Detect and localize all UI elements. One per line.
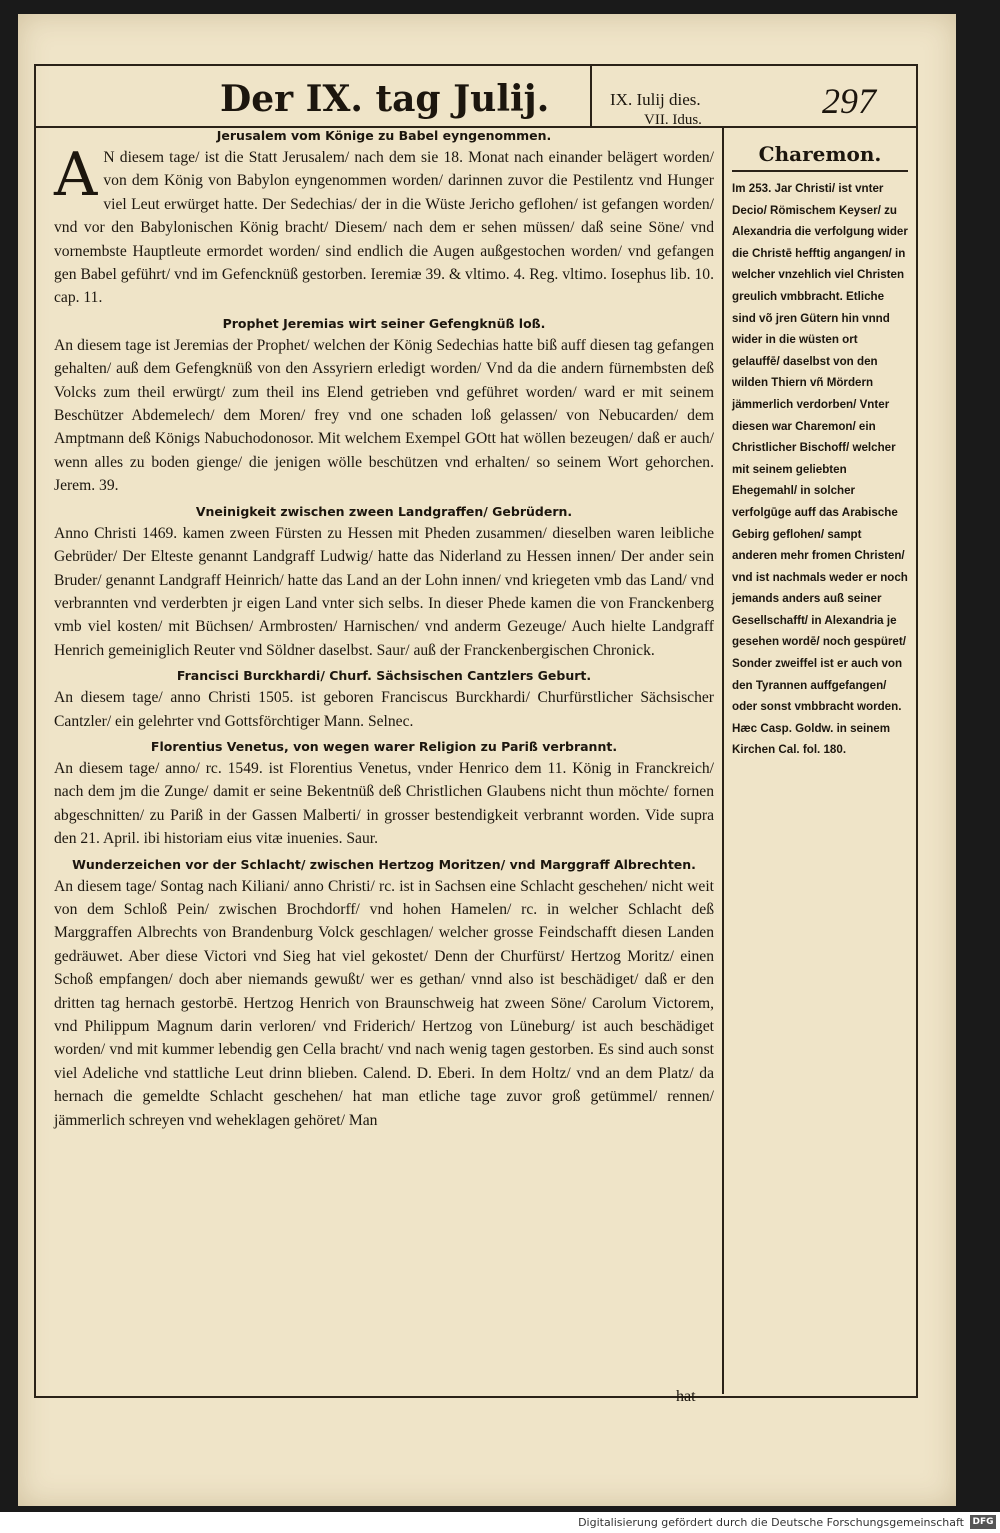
section-body: Anno Christi 1469. kamen zween Fürsten zu Hessen mit Pheden zusammen/ dieselben waren leibliche Gebrüder/ Der Elteste genannt Landgraff Ludwig/ hatte das Niderland zu Hessen innen/ Der ander sein Bruder/ genannt Landgraff Heinrich/ hatte das Land an der Lohn innen/ vnd kriegeten vmb das Land/ vnd verbrannten vnd verderbten jr eigen Land vnter sich selbs. In dieser Phede kamen die von Franckenberg vmb viel kosten/ mit Büchsen/ Armbrosten/ Harnischen/ vnd anderm Gezeuge/ Auch hielte Landgraff Henrich gemeiniglich Reuter vnd Söldner daselbst. Saur/ auß der Franckenbergischen Chronick. xyxy=(54,524,714,659)
header-divider xyxy=(590,66,592,126)
latin-date-line-1: IX. Iulij dies. xyxy=(610,90,701,109)
drop-cap-initial: A xyxy=(54,140,98,210)
section-heading: Vneinigkeit zwischen zween Landgraffen/ Gebrüdern. xyxy=(195,503,573,519)
section-heading: Prophet Jeremias wirt seiner Gefengknüß loß. xyxy=(222,315,546,331)
section-body: An diesem tage/ anno Christi 1505. ist geboren Franciscus Burckhardi/ Churfürstlicher Sächsischer Cantzler/ ein gelehrter vnd Gottsförchtiger Mann. Selnec. xyxy=(54,689,714,730)
footer-credit: Digitalisierung gefördert durch die Deutsche Forschungsgemeinschaft xyxy=(578,1516,964,1529)
page-number: 297 xyxy=(822,81,876,121)
sidebar-heading: Charemon. xyxy=(732,142,908,172)
section-landgraffen xyxy=(54,504,714,662)
section-jeremias xyxy=(54,316,714,498)
latin-date-line-2: VII. Idus. xyxy=(644,112,702,128)
column-divider xyxy=(722,128,724,1394)
footer-bar xyxy=(0,1512,1000,1533)
section-heading: Wunderzeichen vor der Schlacht/ zwischen Hertzog Moritzen/ vnd Marggraff Albrechten. xyxy=(72,856,696,872)
dfg-logo: DFG xyxy=(970,1515,996,1529)
section-body: An diesem tage/ anno/ rc. 1549. ist Florentius Venetus, vnder Henrico dem 11. König in Franckreich/ nach dem jm die Zunge/ damit er seine Bekentnüß deß Christlichen Glaubens nicht thun möchte/ fornen abgeschnitten/ zu Pariß in der Gassen Malberti/ in grosser bestendigkeit verbrannt worden. Vide supra den 21. April. ibi historiam eius vitæ inuenies. Saur. xyxy=(54,759,714,848)
section-body: An diesem tage/ Sontag nach Kiliani/ anno Christi/ rc. ist in Sachsen eine Schlacht geschehen/ nicht weit von dem Schloß Pein/ zwischen Brochdorff/ vnd hohen Hamelen/ rc. in welcher Schlacht deß Marggraffen Albrechts von Brandenburg Volck geschlagen/ welcher grosse Feindschafft diesen Landen gedräuwet. Aber diese Victori vnd Sieg hat viel gekostet/ Denn der Churfürst/ Hertzog Moritz/ einen Schoß empfangen/ doch aber niemands gewußt/ wer es gethan/ vnnd also ist beschädiget/ daß er den dritten tag hernach gestorbē. Hertzog Henrich von Braunschweig hat zween Söne/ Carolum Victorem, vnd Philippum Magnum darin verloren/ vnd Friderich/ Hertzog von Lüneburg/ ist auch beschädiget worden/ vnd mit kummer lebendig gen Cella bracht/ vnd nach wenig tagen gestorben. Es sind auch sonst viel Adeliche vnd stattliche Leut drinn blieben. Calend. D. Eberi. In dem Holtz/ vnd an dem Platz/ da hernach die gemeldte Schlacht geschehen/ hat man etliche tage zuvor groß getümmel/ rennen/ jämmerlich schreyen vnd weheklagen gehöret/ Man xyxy=(54,877,714,1129)
catchword: hat xyxy=(676,1388,696,1405)
section-burckhardi xyxy=(54,668,714,733)
section-florentius xyxy=(54,739,714,851)
section-wunderzeichen xyxy=(54,857,714,1132)
section-jerusalem xyxy=(54,128,714,310)
page-title: Der IX. tag Julij. xyxy=(220,78,550,120)
main-column xyxy=(54,128,714,1138)
section-heading: Florentius Venetus, von wegen warer Religion zu Pariß verbrannt. xyxy=(150,738,618,754)
section-text xyxy=(54,140,714,310)
section-heading: Francisci Burckhardi/ Churf. Sächsischen Cantzlers Geburt. xyxy=(176,668,592,684)
sidebar-text: Im 253. Jar Christi/ ist vnter Decio/ Römischem Keyser/ zu Alexandria die verfolgung wider die Christē hefftig angangen/ in welcher vnzehlich viel Christen greulich vmbbracht. Etliche sind võ jren Gütern hin vnnd wider in die wüsten ort gelauffē/ daselbst von den wilden Thiern vñ Mördern jämmerlich verdorben/ Vnter diesen war Charemon/ ein Christlicher Bischoff/ welcher mit seinem geliebten Ehegemahl/ in solcher verfolgūge auff das Arabische Gebirg geflohen/ sampt anderen mehr fromen Christen/ vnd ist nachmals weder er noch jemands anders auß seiner Gesellschafft/ in Alexandria je gesehen wordē/ noch gespüret/ Sonder zweiffel ist er auch von den Tyrannen auffgefangen/ oder sonst vmbbracht worden. Hæc Casp. Goldw. in seinem Kirchen Cal. fol. 180. xyxy=(732,182,908,757)
sidebar-column xyxy=(732,142,908,761)
section-body: N diesem tage/ ist die Statt Jerusalem/ nach dem sie 18. Monat nach einander belägert worden/ von dem König von Babylon eyngenommen worden/ darinnen zuvor die Pestilentz vnd Hunger viel Leut erwürget hatte. Der Sedechias/ der in die Wüste Jericho geflohen/ ist gefangen worden/ vnd vor den Babylonischen König bracht/ Diesem/ nach dem er sehen müssen/ daß seine Söne/ vnd vornembste Hauptleute ermordet worden/ sind endlich die Augen außgestochen worden/ vnd gefangen gen Babel geführt/ vnd im Gefencknüß gestorben. Ieremiæ 39. & vltimo. 4. Reg. vltimo. Iosephus lib. 10. cap. 11. xyxy=(54,149,714,307)
section-body: An diesem tage ist Jeremias der Prophet/ welchen der König Sedechias hatte biß auff diesen tag gefangen gehalten/ auß dem Gefengknüß von den Assyriern erledigt worden/ Vnd da die andern fürnembsten deß Volcks zum theil erwürgt/ zum theil ins Elend getrieben vnd geführet worden/ ward er mit seinem Beschützer Abdemelech/ dem Moren/ frey vnd one schaden loß gelassen/ von Nebucarden/ dem Amptmann deß Königs Nabuchodonosor. Mit welchem Exempel GOtt hat wöllen bezeugen/ daß er auch/ wenn alles zu boden gienge/ die jenigen wölle beschützen vnd erhalten/ so seinem Wort gehorchen. Jerem. 39. xyxy=(54,336,714,495)
section-heading: Jerusalem vom Könige zu Babel eyngenommen. xyxy=(216,128,552,143)
